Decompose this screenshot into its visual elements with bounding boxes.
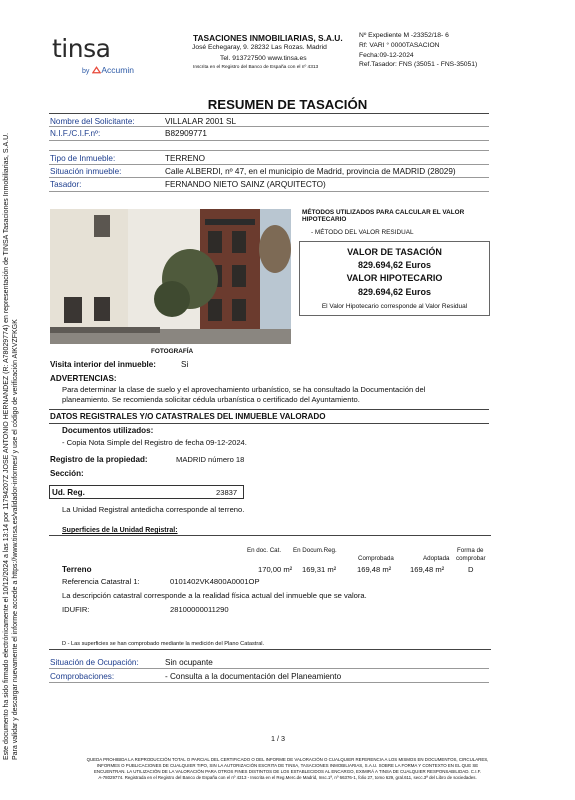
property-bottom-divider — [49, 191, 489, 192]
applicant-nif: B82909771 — [165, 129, 207, 138]
methods-item: - MÉTODO DEL VALOR RESIDUAL — [311, 229, 414, 236]
catastral-note: La descripción catastral corresponde a la realidad física actual del inmueble que se valora. — [62, 591, 367, 600]
signature-side-note — [3, 133, 21, 760]
occupation-divider — [49, 668, 489, 669]
checks-divider — [49, 682, 489, 683]
surfaces-divider — [49, 535, 491, 536]
registry-top-divider — [49, 409, 489, 410]
terreno-comprobada: 169,48 m² — [357, 565, 392, 574]
applicant-bottom-divider — [49, 140, 489, 141]
occupation-label: Situación de Ocupación: — [50, 658, 139, 667]
registry-unit-note: La Unidad Registral antedicha corresponde al terreno. — [62, 505, 245, 514]
col-forma-2: comprobar — [456, 555, 486, 562]
page-title: RESUMEN DE TASACIÓN — [207, 97, 368, 112]
footer-line-4: A-78029774. Registrada en el Registro del Banco de España con el nº 4313 - Inscrita en el Reg.Merc.de Madrid, Insc.1ª, nº 66376-1, folio 27, tomo 629, gral.611, secc.3ª del Libro de sociedades. — [98, 774, 477, 780]
idufir-label: IDUFIR: — [62, 605, 90, 614]
warnings-line-2: planeamiento. Se recomienda solicitar cédula urbanística o certificado del Ayuntamiento. — [62, 395, 360, 404]
catastral-label: Referencia Catastral 1: — [62, 577, 140, 586]
legend-divider — [49, 649, 491, 650]
valuation-note: El Valor Hipotecario corresponde al Valor Residual — [321, 303, 468, 310]
property-photo — [50, 209, 291, 344]
applicant-name-label: Nombre del Solicitante: — [50, 117, 135, 126]
hipotecario-value: 829.694,62 Euros — [357, 287, 432, 297]
surfaces-heading: Superficies de la Unidad Registral: — [62, 527, 178, 534]
applicant-nif-label: N.I.F./C.I.F.nº: — [50, 129, 101, 138]
visit-value: Si — [181, 360, 189, 369]
occupation-value: Sin ocupante — [165, 658, 213, 667]
appraiser-label: Tasador: — [50, 180, 82, 189]
logo-byline: by Accumin — [82, 65, 134, 75]
terreno-row-label: Terreno — [62, 565, 92, 574]
registry-unit-box — [49, 485, 244, 499]
side-note-line-1: Este documento ha sido firmado electrónicamente el 10/12/2024 a las 13:14 por 11794207Z JOSE ANTONIO HERNANDEZ (R: A78029774) en representación de TINSA Tasaciones Inmobiliarias, S.A.U. — [3, 132, 10, 760]
applicant-divider — [49, 126, 489, 127]
warnings-line-1: Para determinar la clase de suelo y el aprovechamiento urbanístico, se ha consultado la Documentación del — [62, 385, 426, 394]
expediente-number: Nº Expediente M -23352/18- 6 — [359, 32, 449, 39]
checks-value: - Consulta a la documentación del Planeamiento — [165, 672, 342, 681]
footer-line-2: INFORMES O PUBLICACIONES DE CUALQUIER TIPO, SIN LA AUTORIZACIÓN ESCRITA DE TINSA, TASACIONES INMOBILIARIAS, S.A.U. SOBRE LA FORMA Y CONTEXTO EN EL QUE SE — [96, 762, 479, 768]
idufir-value: 28100000011290 — [170, 605, 229, 614]
company-address: José Echegaray, 9. 28232 Las Rozas. Madrid — [192, 44, 327, 51]
legal-footer — [0, 757, 575, 781]
section-label: Sección: — [50, 469, 84, 478]
property-type-label: Tipo de Inmueble: — [50, 154, 116, 163]
property-location: Calle ALBERDI, nº 47, en el municipio de Madrid, provincia de MADRID (28029) — [165, 167, 456, 176]
terreno-adoptada: 169,48 m² — [410, 565, 445, 574]
terreno-doc-cat: 170,00 m² — [258, 565, 293, 574]
company-contact: Tel. 913727500 www.tinsa.es — [220, 55, 307, 62]
terreno-docum-reg: 169,31 m² — [302, 565, 337, 574]
warnings-heading: ADVERTENCIAS: — [50, 374, 117, 383]
col-comprobada: Comprobada — [358, 555, 394, 562]
registry-unit-value: 23837 — [216, 488, 238, 497]
valuation-box — [299, 241, 490, 316]
property-divider-1 — [49, 164, 489, 165]
appraiser-name: FERNANDO NIETO SAINZ (ARQUITECTO) — [165, 180, 326, 189]
surfaces-legend: D - Las superficies se han comprobado mediante la medición del Plano Catastral. — [62, 641, 265, 647]
applicant-name: VILLALAR 2001 SL — [165, 117, 237, 126]
methods-heading: MÉTODOS UTILIZADOS PARA CALCULAR EL VALOR HIPOTECARIO — [302, 209, 465, 224]
col-doc-cat: En doc. Cat. — [247, 547, 282, 554]
footer-line-3: ENCUENTRAN. LA UTILIZACIÓN DE LA VALORACIÓN PARA OTROS FINES DISTINTOS DE LOS ESTABLECIDOS AL ENCARGO, EXIMIRÁ A TINSA DE CUALQUIER RESPONSABILIDAD. C.I.F. — [93, 768, 482, 774]
checks-label: Comprobaciones: — [50, 672, 115, 681]
title-divider — [49, 113, 489, 114]
company-registry: Inscrita en el Registro del Banco de España con el nº 4313 — [193, 65, 319, 70]
registry-unit-label: Ud. Reg. — [52, 488, 85, 497]
company-name: TASACIONES INMOBILIARIAS, S.A.U. — [193, 33, 343, 43]
property-divider-2 — [49, 177, 489, 178]
building-photo-image — [50, 209, 291, 344]
property-location-label: Situación inmueble: — [50, 167, 122, 176]
catastral-value: 0101402VK4800A0001OP — [170, 577, 260, 586]
col-adoptada: Adoptada — [423, 555, 450, 562]
tasacion-label: VALOR DE TASACIÓN — [347, 247, 442, 257]
logo-wordmark: tinsa — [52, 34, 111, 63]
page-number: 1 / 3 — [271, 734, 285, 743]
property-type: TERRENO — [165, 154, 206, 163]
col-forma-1: Forma de — [457, 547, 484, 554]
side-note-line-2: Para validar y descargar nuevamente el informe accede a https://www.tinsa.es/validador-informes/ y use el código de verificación AIKVZFKGK — [11, 319, 19, 760]
reference-tasador: Ref.Tasador: FNS (35051 - FNS-35051) — [359, 61, 478, 68]
tinsa-logo — [52, 34, 142, 76]
reference-date: Fecha:09-12-2024 — [359, 52, 414, 59]
accumin-icon — [92, 66, 101, 74]
footer-line-1: QUEDA PROHIBIDA LA REPRODUCCIÓN TOTAL O PARCIAL DEL CERTIFICADO O DEL INFORME DE VALORACIÓN O CUALQUIER REFERENCIA A LOS MISMOS EN DOCUMENTOS, CIRCULARES, — [86, 757, 489, 762]
registry-heading: DATOS REGISTRALES Y/O CATASTRALES DEL INMUEBLE VALORADO — [50, 412, 326, 421]
photo-caption: FOTOGRAFÍA — [151, 348, 194, 355]
hipotecario-label: VALOR HIPOTECARIO — [346, 273, 443, 283]
property-registry-label: Registro de la propiedad: — [50, 455, 148, 464]
tasacion-value: 829.694,62 Euros — [357, 260, 432, 270]
property-top-divider — [49, 150, 489, 151]
docs-heading: Documentos utilizados: — [62, 426, 154, 435]
col-docum-reg: En Docum.Reg. — [293, 547, 337, 554]
registry-heading-divider — [49, 423, 489, 424]
terreno-forma: D — [468, 565, 474, 574]
property-registry-value: MADRID número 18 — [176, 455, 245, 464]
visit-label: Visita interior del inmueble: — [50, 360, 156, 369]
reference-rf: Rf: VARI ° 0000TASACION — [359, 42, 440, 49]
docs-item: - Copia Nota Simple del Registro de fecha 09-12-2024. — [62, 438, 247, 447]
